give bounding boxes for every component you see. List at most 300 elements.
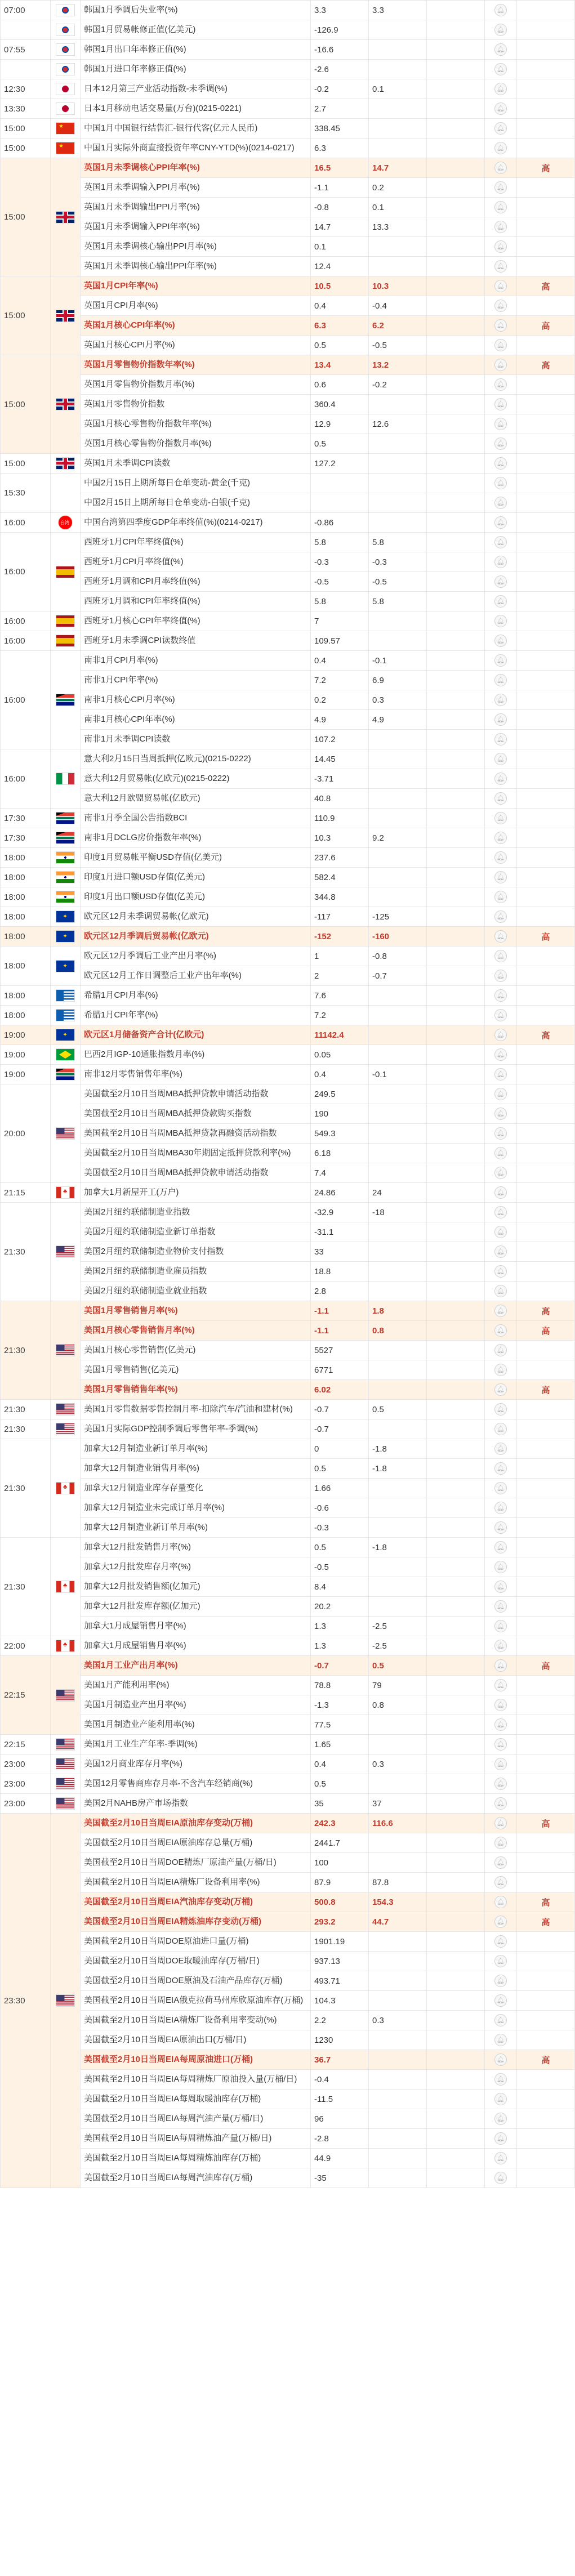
bell-icon[interactable]: 🔔︎ [494,1620,507,1632]
event-name: 西班牙1月CPI年率终值(%) [84,537,184,547]
bell-icon[interactable]: 🔔︎ [494,1876,507,1889]
previous-value: 293.2 [311,1912,369,1932]
actual-value [427,789,485,809]
event-row [1,710,575,730]
event-name: 加拿大1月新屋开工(万户) [84,1187,179,1197]
bell-icon[interactable]: 🔔︎ [494,2152,507,2164]
actual-value [427,1222,485,1242]
bell-icon[interactable]: 🔔︎ [494,1383,507,1396]
bell-icon[interactable]: 🔔︎ [494,2113,507,2125]
actual-value [427,1774,485,1794]
bell-icon[interactable]: 🔔︎ [494,516,507,529]
bell-icon[interactable]: 🔔︎ [494,300,507,312]
forecast-value [369,434,427,454]
event-row [1,119,575,139]
importance-label: 高 [517,927,575,947]
forecast-value [369,119,427,139]
actual-value [427,1676,485,1695]
actual-value [427,257,485,276]
bell-icon[interactable]: 🔔︎ [494,1502,507,1514]
forecast-value: 87.8 [369,1873,427,1892]
event-name-cell [81,1656,311,1676]
bell-icon[interactable]: 🔔︎ [494,792,507,805]
event-row [1,99,575,119]
bell-icon[interactable]: 🔔︎ [494,398,507,410]
event-name-cell [81,533,311,552]
bell-icon[interactable]: 🔔︎ [494,1482,507,1494]
event-name: 西班牙1月调和CPI月率终值(%) [84,577,200,586]
reminder-cell [485,1853,517,1873]
event-name-cell [81,947,311,966]
bell-icon[interactable]: 🔔︎ [494,1009,507,1021]
bell-icon[interactable]: 🔔︎ [494,378,507,391]
previous-value: 10.5 [311,276,369,296]
previous-value: 500.8 [311,1892,369,1912]
event-name: 希腊1月CPI月率(%) [84,990,158,1000]
importance-label [517,1341,575,1360]
reminder-cell [485,887,517,907]
flag-cell [51,907,81,927]
flag-icon-us [56,1344,75,1356]
bell-icon[interactable]: 🔔︎ [494,122,507,135]
importance-label [517,139,575,158]
forecast-value: 0.5 [369,1400,427,1419]
event-row [1,2149,575,2168]
event-time: 16:00 [1,631,51,651]
forecast-value [369,986,427,1006]
forecast-value: 3.3 [369,1,427,20]
bell-icon[interactable]: 🔔︎ [494,970,507,982]
event-name-cell [81,493,311,513]
reminder-cell [485,1774,517,1794]
bell-icon[interactable]: 🔔︎ [494,2132,507,2145]
event-row [1,927,575,947]
event-time: 19:00 [1,1045,51,1065]
bell-icon[interactable]: 🔔︎ [494,635,507,647]
actual-value [427,414,485,434]
event-name: 英国1月未季调CPI读数 [84,458,171,468]
flag-icon-gb [56,457,75,470]
bell-icon[interactable]: 🔔︎ [494,1423,507,1435]
bell-icon[interactable]: 🔔︎ [494,1265,507,1278]
bell-icon[interactable]: 🔔︎ [494,240,507,253]
forecast-value [369,1144,427,1163]
event-row [1,1144,575,1163]
bell-icon[interactable]: 🔔︎ [494,1048,507,1061]
bell-icon[interactable]: 🔔︎ [494,1068,507,1081]
bell-icon[interactable]: 🔔︎ [494,575,507,588]
event-name-cell [81,355,311,375]
actual-value [427,1636,485,1656]
bell-icon[interactable]: 🔔︎ [494,871,507,883]
importance-label [517,1617,575,1636]
forecast-value: 0.1 [369,79,427,99]
bell-icon[interactable]: 🔔︎ [494,142,507,154]
forecast-value [369,40,427,60]
bell-icon[interactable]: 🔔︎ [494,1955,507,1967]
bell-icon[interactable]: 🔔︎ [494,1856,507,1869]
previous-value: 18.8 [311,1262,369,1282]
event-name: 中国1月中国银行结售汇-银行代客(亿元人民币) [84,123,258,133]
bell-icon[interactable]: 🔔︎ [494,773,507,785]
bell-icon[interactable]: 🔔︎ [494,1916,507,1928]
bell-icon[interactable]: 🔔︎ [494,1108,507,1120]
forecast-value: 6.9 [369,671,427,690]
forecast-value [369,1222,427,1242]
event-name-cell [81,99,311,119]
previous-value: 249.5 [311,1084,369,1104]
bell-icon[interactable]: 🔔︎ [494,1738,507,1751]
bell-icon[interactable]: 🔔︎ [494,319,507,332]
event-time: 18:00 [1,868,51,887]
actual-value [427,690,485,710]
event-time: 15:00 [1,119,51,139]
bell-icon[interactable]: 🔔︎ [494,260,507,273]
reminder-cell [485,2011,517,2030]
reminder-cell [485,1814,517,1833]
bell-icon[interactable]: 🔔︎ [494,1285,507,1297]
bell-icon[interactable]: 🔔︎ [494,1718,507,1731]
bell-icon[interactable]: 🔔︎ [494,2172,507,2184]
bell-icon[interactable]: 🔔︎ [494,359,507,371]
event-time: 22:15 [1,1735,51,1754]
bell-icon[interactable]: 🔔︎ [494,1581,507,1593]
actual-value [427,1084,485,1104]
reminder-cell [485,1025,517,1045]
bell-icon[interactable]: 🔔︎ [494,102,507,115]
event-time: 22:15 [1,1656,51,1735]
importance-label: 高 [517,355,575,375]
flag-cell [51,513,81,533]
bell-icon[interactable]: 🔔︎ [494,1403,507,1416]
previous-value: 14.45 [311,749,369,769]
event-name: 加拿大1月成屋销售月率(%) [84,1641,186,1650]
bell-icon[interactable]: 🔔︎ [494,753,507,765]
forecast-value: 24 [369,1183,427,1203]
bell-icon[interactable]: 🔔︎ [494,1640,507,1652]
event-row [1,1597,575,1617]
forecast-value: 13.3 [369,217,427,237]
event-time: 18:00 [1,986,51,1006]
bell-icon[interactable]: 🔔︎ [494,43,507,56]
event-name-cell [81,1282,311,1301]
bell-icon[interactable]: 🔔︎ [494,1521,507,1534]
bell-icon[interactable]: 🔔︎ [494,1324,507,1337]
bell-icon[interactable]: 🔔︎ [494,733,507,745]
bell-icon[interactable]: 🔔︎ [494,1600,507,1613]
forecast-value [369,789,427,809]
importance-label [517,237,575,257]
forecast-value: 0.1 [369,198,427,217]
event-name: 南非1月季全国公告指数BCI [84,813,188,823]
forecast-value [369,769,427,789]
event-row [1,1203,575,1222]
flag-cell [51,79,81,99]
forecast-value: 154.3 [369,1892,427,1912]
bell-icon[interactable]: 🔔︎ [494,989,507,1002]
bell-icon[interactable]: 🔔︎ [494,181,507,194]
importance-label [517,809,575,828]
event-name-cell [81,119,311,139]
bell-icon[interactable]: 🔔︎ [494,162,507,174]
previous-value: -0.5 [311,572,369,592]
actual-value [427,1144,485,1163]
bell-icon[interactable]: 🔔︎ [494,1462,507,1475]
importance-label [517,178,575,198]
flag-cell [51,1301,81,1400]
forecast-value [369,1006,427,1025]
bell-icon[interactable]: 🔔︎ [494,1699,507,1711]
previous-value: 6.3 [311,316,369,336]
event-name-cell [81,2168,311,2188]
reminder-cell [485,1971,517,1991]
bell-icon[interactable]: 🔔︎ [494,221,507,233]
forecast-value: -0.8 [369,947,427,966]
bell-icon[interactable]: 🔔︎ [494,556,507,568]
event-name: 英国1月CPI月率(%) [84,301,158,310]
importance-label [517,336,575,355]
forecast-value [369,1419,427,1439]
bell-icon[interactable]: 🔔︎ [494,1778,507,1790]
flag-cell [51,1419,81,1439]
bell-icon[interactable]: 🔔︎ [494,1896,507,1908]
importance-label [517,1084,575,1104]
bell-icon[interactable]: 🔔︎ [494,497,507,509]
importance-label [517,414,575,434]
event-name: 西班牙1月调和CPI年率终值(%) [84,596,200,606]
previous-value: 493.71 [311,1971,369,1991]
flag-icon-ca [56,1640,75,1652]
bell-icon[interactable]: 🔔︎ [494,1088,507,1100]
event-row [1,375,575,395]
bell-icon[interactable]: 🔔︎ [494,910,507,923]
event-name: 韩国1月贸易帐修正值(亿美元) [84,25,196,34]
reminder-cell [485,493,517,513]
event-name-cell [81,552,311,572]
importance-label [517,1735,575,1754]
event-name-cell [81,631,311,651]
bell-icon[interactable]: 🔔︎ [494,24,507,36]
previous-value: 242.3 [311,1814,369,1833]
event-name-cell [81,651,311,671]
bell-icon[interactable]: 🔔︎ [494,851,507,864]
event-name: 加拿大12月批发库存额(亿加元) [84,1601,200,1611]
event-name: 英国1月零售物价指数月率(%) [84,380,195,389]
event-name-cell [81,966,311,986]
forecast-value: -18 [369,1203,427,1222]
importance-label [517,848,575,868]
bell-icon[interactable]: 🔔︎ [494,1186,507,1199]
importance-label [517,1459,575,1479]
flag-cell [51,158,81,276]
bell-icon[interactable]: 🔔︎ [494,1561,507,1573]
bell-icon[interactable]: 🔔︎ [494,1206,507,1218]
event-row [1,1932,575,1952]
forecast-value [369,1262,427,1282]
bell-icon[interactable]: 🔔︎ [494,812,507,824]
flag-icon-kr [56,4,75,16]
event-name-cell [81,611,311,631]
forecast-value [369,1971,427,1991]
actual-value [427,316,485,336]
actual-value [427,1656,485,1676]
bell-icon[interactable]: 🔔︎ [494,615,507,627]
bell-icon[interactable]: 🔔︎ [494,1975,507,1987]
importance-label [517,611,575,631]
bell-icon[interactable]: 🔔︎ [494,654,507,667]
event-name-cell [81,1262,311,1282]
bell-icon[interactable]: 🔔︎ [494,1167,507,1179]
bell-icon[interactable]: 🔔︎ [494,2053,507,2066]
flag-icon-gb [56,211,75,224]
flag-icon-in [56,871,75,883]
forecast-value [369,2149,427,2168]
bell-icon[interactable]: 🔔︎ [494,1837,507,1849]
event-row [1,907,575,927]
bell-icon[interactable]: 🔔︎ [494,536,507,548]
bell-icon[interactable]: 🔔︎ [494,832,507,844]
importance-label [517,1833,575,1853]
flag-cell [51,1183,81,1203]
event-name-cell [81,198,311,217]
previous-value: 104.3 [311,1991,369,2011]
forecast-value: -160 [369,927,427,947]
event-name: 印度1月进口额USD存值(亿美元) [84,872,206,882]
previous-value: 338.45 [311,119,369,139]
event-name: 英国1月核心零售物价指数年率(%) [84,419,212,428]
bell-icon[interactable]: 🔔︎ [494,1344,507,1356]
bell-icon[interactable]: 🔔︎ [494,1935,507,1948]
previous-value: -32.9 [311,1203,369,1222]
bell-icon[interactable]: 🔔︎ [494,4,507,16]
actual-value [427,533,485,552]
forecast-value: 9.2 [369,828,427,848]
bell-icon[interactable]: 🔔︎ [494,1817,507,1829]
event-name: 美国截至2月10日当周MBA抵押贷款再融资活动指数 [84,1128,277,1138]
event-name-cell [81,375,311,395]
flag-icon-za [56,1068,75,1081]
flag-icon-es [56,566,75,578]
reminder-cell [485,966,517,986]
bell-icon[interactable]: 🔔︎ [494,2073,507,2086]
previous-value: 0.4 [311,1754,369,1774]
bell-icon[interactable]: 🔔︎ [494,1758,507,1770]
bell-icon[interactable]: 🔔︎ [494,1127,507,1140]
actual-value [427,1419,485,1439]
bell-icon[interactable]: 🔔︎ [494,2034,507,2046]
event-name: 希腊1月CPI年率(%) [84,1010,158,1020]
bell-icon[interactable]: 🔔︎ [494,713,507,726]
event-name-cell [81,1833,311,1853]
bell-icon[interactable]: 🔔︎ [494,1226,507,1238]
event-name-cell [81,986,311,1006]
bell-icon[interactable]: 🔔︎ [494,457,507,470]
bell-icon[interactable]: 🔔︎ [494,1029,507,1041]
previous-value: 2441.7 [311,1833,369,1853]
flag-icon-gr [56,989,75,1002]
bell-icon[interactable]: 🔔︎ [494,1147,507,1159]
flag-icon-us [56,1403,75,1416]
event-name: 英国1月核心CPI月率(%) [84,340,175,350]
event-name: 美国截至2月10日当周MBA抵押贷款申请活动指数 [84,1168,269,1177]
bell-icon[interactable]: 🔔︎ [494,2014,507,2026]
previous-value: 36.7 [311,2050,369,2070]
event-name-cell [81,316,311,336]
reminder-cell [485,1498,517,1518]
actual-value [427,1360,485,1380]
event-row [1,1814,575,1833]
event-name: 南非1月核心CPI年率(%) [84,715,175,724]
bell-icon[interactable]: 🔔︎ [494,950,507,962]
event-row [1,1735,575,1754]
bell-icon[interactable]: 🔔︎ [494,418,507,430]
forecast-value: -0.5 [369,336,427,355]
reminder-cell [485,868,517,887]
previous-value: -1.1 [311,1321,369,1341]
event-name-cell [81,217,311,237]
previous-value: 6.18 [311,1144,369,1163]
bell-icon[interactable]: 🔔︎ [494,339,507,351]
bell-icon[interactable]: 🔔︎ [494,930,507,943]
bell-icon[interactable]: 🔔︎ [494,1443,507,1455]
event-time: 18:00 [1,907,51,927]
bell-icon[interactable]: 🔔︎ [494,2093,507,2105]
actual-value [427,1163,485,1183]
actual-value [427,1735,485,1754]
reminder-cell [485,1991,517,2011]
previous-value: 7.2 [311,1006,369,1025]
importance-label [517,1222,575,1242]
bell-icon[interactable]: 🔔︎ [494,1679,507,1691]
event-name-cell [81,395,311,414]
bell-icon[interactable]: 🔔︎ [494,63,507,75]
actual-value [427,710,485,730]
bell-icon[interactable]: 🔔︎ [494,1541,507,1553]
forecast-value [369,2030,427,2050]
bell-icon[interactable]: 🔔︎ [494,674,507,686]
bell-icon[interactable]: 🔔︎ [494,83,507,95]
bell-icon[interactable]: 🔔︎ [494,1659,507,1672]
bell-icon[interactable]: 🔔︎ [494,477,507,489]
event-row [1,1971,575,1991]
flag-icon-us [56,1127,75,1140]
bell-icon[interactable]: 🔔︎ [494,1994,507,2007]
bell-icon[interactable]: 🔔︎ [494,1364,507,1376]
previous-value: -35 [311,2168,369,2188]
bell-icon[interactable]: 🔔︎ [494,1305,507,1317]
bell-icon[interactable]: 🔔︎ [494,1245,507,1258]
reminder-cell [485,1006,517,1025]
event-name-cell [81,1,311,20]
bell-icon[interactable]: 🔔︎ [494,595,507,608]
previous-value: 109.57 [311,631,369,651]
forecast-value: -0.5 [369,572,427,592]
forecast-value [369,1557,427,1577]
actual-value [427,1439,485,1459]
bell-icon[interactable]: 🔔︎ [494,201,507,213]
bell-icon[interactable]: 🔔︎ [494,280,507,292]
bell-icon[interactable]: 🔔︎ [494,891,507,903]
event-name: 加拿大12月制造业未完成订单月率(%) [84,1503,225,1512]
event-row [1,316,575,336]
event-name-cell [81,2070,311,2090]
bell-icon[interactable]: 🔔︎ [494,437,507,450]
actual-value [427,454,485,474]
bell-icon[interactable]: 🔔︎ [494,1797,507,1810]
bell-icon[interactable]: 🔔︎ [494,694,507,706]
importance-label [517,671,575,690]
importance-label [517,1754,575,1774]
